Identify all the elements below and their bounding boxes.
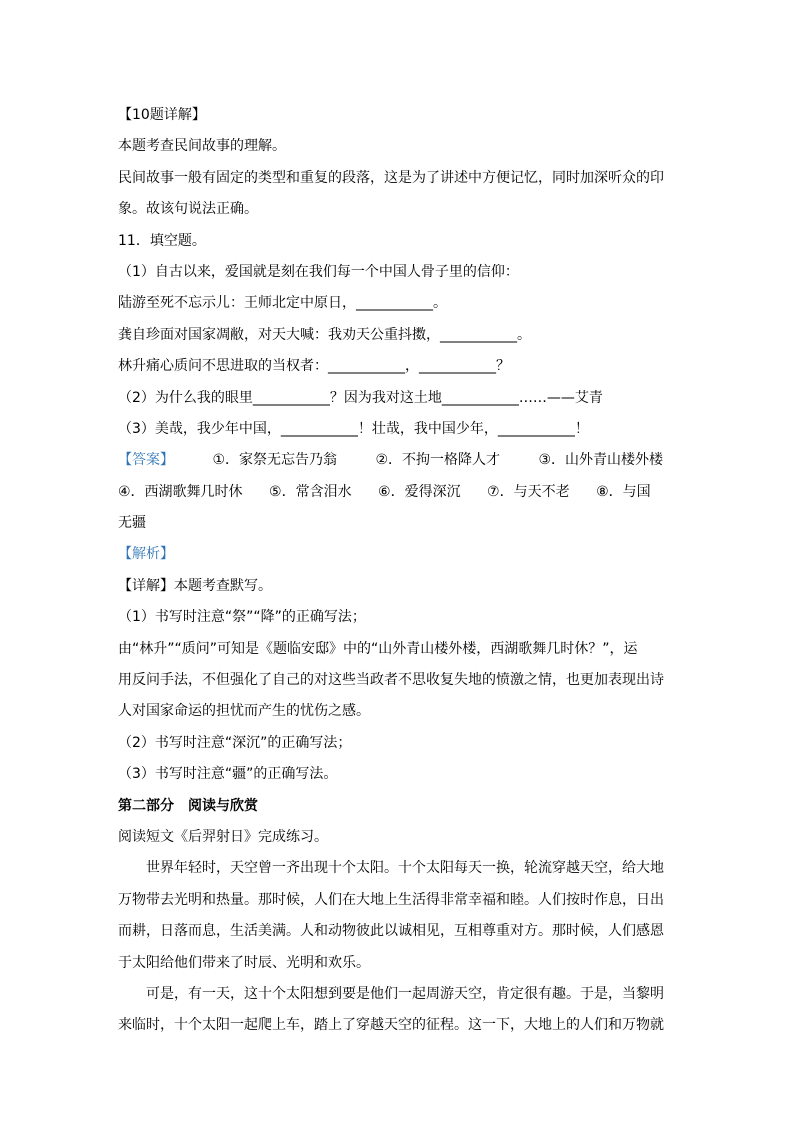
q11-line: 龚自珍面对国家凋敝，对天大喊：我劝天公重抖擞，___________。: [118, 326, 531, 343]
answer-item: ③．山外青山楼外楼: [538, 452, 664, 469]
q11-line: 陆游至死不忘示儿：王师北定中原日，___________。: [118, 295, 447, 312]
story-line: 而耕，日落而息，生活美满。人和动物彼此以诚相见，互相尊重对方。那时候，人们感恩: [118, 923, 664, 940]
analysis-line: （1）书写时注意“祭”“降”的正确写法；: [118, 609, 366, 626]
q11-line: （1）自古以来，爱国就是刻在我们每一个中国人骨子里的信仰：: [118, 263, 519, 280]
story-line: 于太阳给他们带来了时辰、光明和欢乐。: [118, 954, 370, 971]
section10-line: 象。故该句说法正确。: [118, 201, 258, 218]
story-line: 来临时，十个太阳一起爬上车，踏上了穿越天空的征程。这一下，大地上的人们和万物就: [118, 1017, 664, 1034]
answer-item: ⑤．常含泪水: [269, 483, 352, 500]
section10-title: 【10题详解】: [118, 107, 206, 123]
section10-line: 本题考查民间故事的理解。: [118, 138, 286, 155]
answer-item: ②．不拘一格降人才: [375, 452, 501, 469]
answer-item: ⑧．与国: [596, 483, 651, 500]
q11-line: （2）为什么我的眼里___________？因为我对这土地___________……——艾青: [118, 389, 603, 406]
answer-line: 无疆: [118, 515, 146, 532]
document-page: [118, 100, 678, 1042]
analysis-line: 用反问手法，不但强化了自己的对这些当政者不思收复失地的愤激之情，也更加表现出诗: [118, 672, 664, 689]
analysis-label: 【解析】: [118, 546, 174, 563]
answer-item: ⑥．爱得深沉: [378, 483, 461, 500]
analysis-line: （3）书写时注意“疆”的正确写法。: [118, 766, 338, 783]
answer-item: ⑦．与天不老: [487, 483, 570, 500]
answer-item: ①．家祭无忘告乃翁: [212, 452, 338, 469]
analysis-line: 人对国家命运的担忧而产生的忧伤之感。: [118, 703, 370, 720]
q11-line: （3）美哉，我少年中国，___________！壮哉，我中国少年，___________！: [118, 420, 589, 437]
analysis-line: 由“林升”“质问”可知是《题临安邸》中的“山外青山楼外楼，西湖歌舞几时休？”，运: [118, 640, 638, 657]
q11-line: 林升痛心质问不思进取的当权者：___________，___________？: [118, 358, 510, 375]
answer-item: ④．西湖歌舞几时休: [118, 483, 243, 500]
section10-line: 民间故事一般有固定的类型和重复的段落，这是为了讲述中方便记忆，同时加深听众的印: [118, 169, 664, 186]
analysis-line: 【详解】本题考查默写。: [118, 577, 272, 594]
story-line: 万物带去光明和热量。那时候，人们在大地上生活得非常幸福和睦。人们按时作息，日出: [118, 891, 664, 908]
part2-heading: 第二部分 阅读与欣赏: [118, 797, 258, 814]
answer-label: 【答案】: [118, 452, 174, 469]
story-line: 可是，有一天，这十个太阳想到要是他们一起周游天空，肯定很有趣。于是，当黎明: [146, 985, 664, 1002]
q11-title: 11．填空题。: [118, 232, 206, 249]
answer-line: [118, 477, 678, 508]
analysis-line: （2）书写时注意“深沉”的正确写法；: [118, 734, 352, 751]
part2-intro: 阅读短文《后羿射日》完成练习。: [118, 828, 328, 845]
story-line: 世界年轻时，天空曾一齐出现十个太阳。十个太阳每天一换，轮流穿越天空，给大地: [146, 860, 664, 877]
answer-line: [118, 445, 678, 476]
